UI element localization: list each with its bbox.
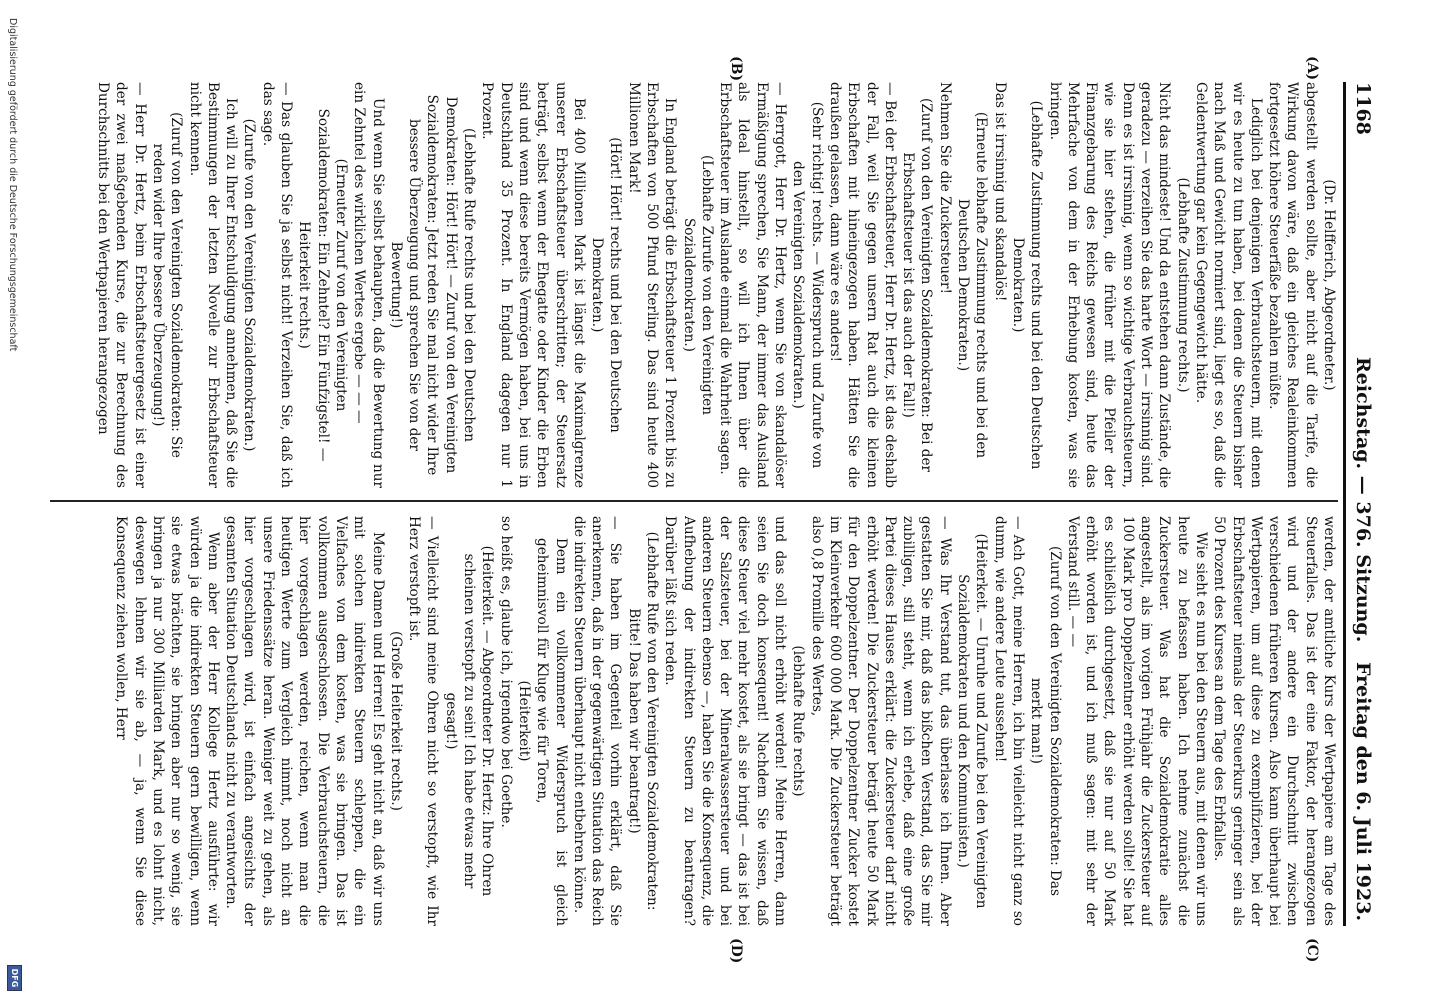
paragraph: — Herrgott, Herr Dr. Hertz, wenn Sie von skandalöser Ermäßigung sprechen, Sie Mann, der immer das Ausland als Ideal hinstellt, so will ich Ihnen über die Erbschaftsteuer im Auslande einmal die Wahrheit sagen. [717,82,789,488]
paragraph: Bei 400 Millionen Mark ist längst die Maximalgrenze unserer Erbschaftsteuer überschritten; der Steuersatz beträgt, selbst wenn der Ehegatte oder Kinder die Erben sind und wenn diese bereits Vermögen haben, bei uns in Deutschland 35 Prozent. In England dagegen nur 1 Prozent. [479,82,587,488]
right-column [50,516,1338,926]
interjection: (Lebhafte Zurufe von den Vereinigten Sozialdemokraten.) [680,155,715,415]
margin-mark-d: (D) [728,938,744,964]
paragraph: Ich will zu Ihrer Entschuldigung annehmen, daß Sie die Bestimmungen der letzten Novelle zur Erbschaftsteuer nicht kennen. [186,82,240,488]
interjection: (Lebhafte Rufe rechts und bei den Deutschen Demokraten: Hört! Hört! — Zuruf von den Vereinigten Sozialdemokraten: Jetzt reden Sie mal nicht wider Ihre bessere Überzeugung und sprechen Sie von der Bewertung!) [387,94,478,476]
interjection: (Zurufe von den Vereinigten Sozialdemokraten.) [241,118,258,452]
paragraph: so heißt es, glaube ich, irgendwo bei Goethe. [497,516,514,828]
paragraph: Nehmen Sie die Zuckersteuer! [936,82,953,294]
interjection: (Lebhafte Zustimmung rechts und bei den Deutschen Demokraten.) [1009,100,1045,470]
interjection: (Lebhafte Zustimmung rechts.) [1174,177,1191,393]
interjection: (Große Heiterkeit rechts.) [387,631,404,811]
interjection: (lebhafte Rufe rechts) [790,645,807,797]
margin-mark-b: (B) [728,56,744,82]
paragraph: und das soll nicht erhöht werden! Meine Herren, dann seien Sie doch konsequent! Nachdem Sie wissen, daß diese Steuer viel mehr kostet, als sie bringt — das ist bei der Salzsteuer, bei der Mineralwassersteuer und bei anderen Steuern ebenso —, haben Sie die Konsequenz, die Aufhebung der indirekten Steuern zu beantragen? Darüber läßt sich reden. [662,516,789,926]
paragraph: Das ist irrsinnig und skandalös! [991,82,1008,302]
paragraph: — Herr Dr. Hertz, beim Erbschaftsteuergesetz ist einer der zwei maßgebenden Kurse, die zur Berechnung des Durchschnitts bei den Wertpapieren herangezogen [95,82,148,488]
interjection: (Zuruf von den Vereinigten Sozialdemokraten: Bei der Erbschaftsteuer ist das auch der Fall!) [900,98,935,472]
quotation: Denn ein vollkommener Widerspruch ist gleich geheimnisvoll für Kluge wie für Toren, [534,538,569,926]
paragraph: Lediglich bei denjenigen Verbrauchsteuern, mit denen wir es heute zu tun haben, bei denen die Steuern bisher nach Maß und Gewicht normiert sind, liegt es so, daß die Geldentwertung gar kein Gegengewicht hätte. [1192,82,1264,488]
interjection: (Erneute lebhafte Zustimmung rechts und bei den Deutschen Demokraten.) [955,111,990,459]
paragraph: Wenn aber der Herr Kollege Hertz ausführte: wir würden ja die indirekten Steuern gern bewilligen, wenn sie etwas brächten, sie bringen aber nur so wenig, sie bringen ja nur 300 Milliarden Mark, und es lohnt nicht, deswegen lehnen wir sie ab, — ja, wenn Sie diese Konsequenz ziehen wollen, Herr [113,516,221,926]
paragraph: In England beträgt die Erbschaftsteuer 1 Prozent bis zu Erbschaften von 500 Pfund Sterling. Das sind heute 400 Millionen Mark! [625,82,679,488]
margin-mark-a: (A) [1304,56,1320,81]
paragraph: — Sie haben im Gegenteil vorhin erklärt, daß Sie anerkennen, daß in der gegenwärtigen Situation das Reich die indirekten Steuern überhaupt nicht entbehren könne. [570,516,624,926]
speaker-line: (Dr. Helfferich, Abgeordneter.) [1321,179,1337,391]
interjection: (Hört! Hört! rechts und bei den Deutschen Demokraten.) [589,137,624,433]
page-number: 1168 [1352,82,1374,135]
paragraph: abgestellt werden sollte, aber nicht auf die Tarife, die Wirkung davon wäre, daß ein gleiches Realeinkommen fortgesetzt höhere Steuerfäße bezahlen müßte. [1266,82,1319,488]
column-divider [50,500,1338,502]
interjection: (Heiterkeit) [515,680,532,762]
paragraph: Wie sieht es nun bei den Steuern aus, mit denen wir uns heute zu befassen haben. Ich nehme zunächst die Zuckersteuer. Was hat die Sozialdemokratie alles angestellt, als im vorigen Frühjahr die Zuckersteuer auf 100 Mark pro Doppelzentner erhöht werden sollte! Sie hat es schließlich durchgesetzt, daß sie nur auf 50 Mark erhöht worden ist, und ich muß sagen: mit sehr der Verstand still. — — [1064,516,1209,926]
dfg-logo: DFG [7,965,22,991]
paragraph: — Bei der Erbschaftsteuer, Herr Dr. Hertz, ist das deshalb der Fall, weil Sie gegen unsern Rat auch die kleinen Erbschaften mit hineingezogen haben. Hätten Sie die draußen gelassen, dann wäre es anders! [826,82,898,488]
interjection: (Zuruf von den Vereinigten Sozialdemokraten: Sie reden wider Ihre bessere Überzeugung!) [150,112,185,458]
paragraph: Nicht das mindeste! Und da entstehen dann Zustände, die geradezu — verzeihen Sie das harte Wort — irrsinnig sind. Denn es ist irrsinnig, wenn so wichtige Verbrauchsteuern, wie sie hier stehen, die früher mit die Pfeiler der Finanzgebarung des Reichs gewesen sind, heute das Mehrfache von dem in der Erhebung kosten, was sie bringen. [1046,82,1173,488]
paragraph: werden, der amtliche Kurs der Wertpapiere am Tage des Steuerfalles. Das ist der eine Faktor, der herangezogen wird und der andere ein Durchschnitt zwischen verschiedenen früheren Kursen. Also kann überhaupt bei Wertpapieren, um auf diese zu exemplifizieren, bei der Erbschaftsteuer niemals der Steuerkurs geringer sein als 50 Prozent des Kurses an dem Tage des Erbfalles. [1211,516,1337,926]
interjection: (Lebhafte Rufe von den Vereinigten Sozialdemokraten: Bitte! Das haben wir beantragt!) [625,531,661,911]
paragraph: Und wenn Sie selbst behaupten, daß die Bewertung nur ein Zehntel des wirklichen Wertes ergebe — — — [351,82,386,488]
paragraph: — Vielleicht sind meine Ohren nicht so verstopft, wie Ihr Herz verstopft ist. [406,516,441,926]
session-date: Freitag den 6. Juli 1923. [1352,662,1374,922]
page-header [1343,82,1376,926]
interjection: (Erneuter Zuruf von den Vereinigten Sozialdemokraten: Ein Zehntel? Ein Fünfzigstel! — Heiterkeit rechts.) [296,108,349,462]
paragraph: — Ach Gott, meine Herren, ich bin vielleicht nicht ganz so dumm, wie andere Leute aussehen! [991,516,1026,926]
margin-mark-c: (C) [1304,938,1320,963]
paragraph: Meine Damen und Herren! Es geht nicht an, daß wir uns mit solchen indirekten Steuern schleppen, die ein Vielfaches von dem kosten, was sie bringen. Das ist vollkommen ausgeschlossen. Die Verbrauchsteuern, die hier vorgeschlagen werden, reichen, wenn man die heutigen Werte zum Vergleich nimmt, noch nicht an unsere Friedenssätze heran. Weniger weit zu gehen, als hier vorgeschlagen wird, ist einfach angesichts der gesamten Situation Deutschlands nicht zu verantworten. [223,516,386,926]
running-title: Reichstag. — 376. Sitzung. [1352,357,1374,643]
left-column [50,82,1338,488]
paragraph: — Was Ihr Verstand tut, das überlasse ich Ihnen. Aber gestatten Sie mir, daß das bißchen Verstand, das Sie mir zubilligen, still steht, wenn ich erlebe, daß eine große Partei dieses Hauses erklärt: die Zuckersteuer darf nicht erhöht werden! Die Zuckersteuer beträgt heute 50 Mark für den Doppelzentner. Der Doppelzentner Zucker kostet im Kleinverkehr 600 000 Mark. Die Zuckersteuer beträgt also 0,8 Promille des Wertes, [808,516,953,926]
interjection: (Heiterkeit. — Unruhe und Zurufe bei den Vereinigten Sozialdemokraten und den Kommunisten.) [955,533,990,909]
digitization-note: Digitalisierung gefördert durch die Deutsche Forschungsgemeinschaft [7,18,18,352]
interjection: (Heiterkeit. — Abgeordneter Dr. Hertz: Ihre Ohren scheinen verstopft zu sein! Ich habe etwas mehr gesagt!) [442,545,496,897]
paragraph: — Das glauben Sie ja selbst nicht! Verzeihen Sie, daß ich das sage. [259,82,295,488]
interjection: (Sehr richtig! rechts. — Widerspruch und Zurufe von den Vereinigten Sozialdemokraten.) [790,101,825,469]
interjection: (Zuruf von den Vereinigten Sozialdemokraten: Das merkt man!) [1028,545,1063,897]
